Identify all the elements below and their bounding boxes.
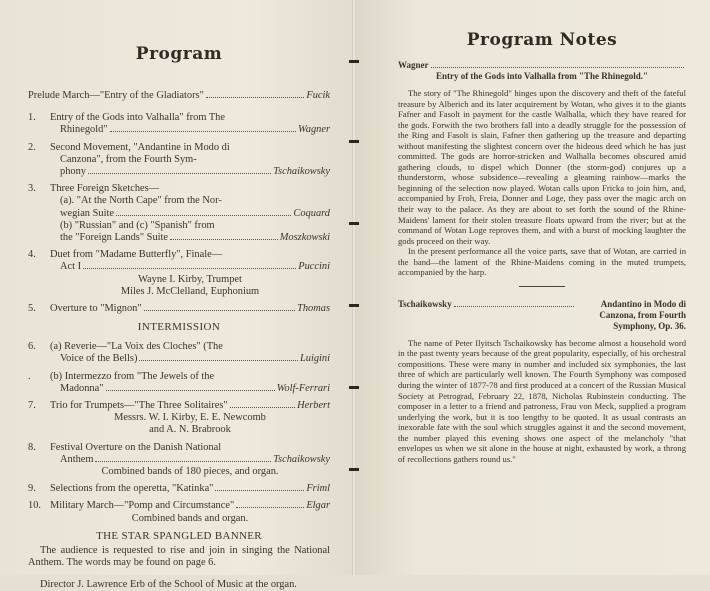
- item-number: .: [28, 370, 31, 382]
- item-title-line: Voice of the Bells): [60, 353, 138, 365]
- note1-composer-line: [398, 60, 686, 71]
- prelude-line: [28, 90, 330, 102]
- item-composer: Wolf-Ferrari: [276, 382, 330, 394]
- note1-work: Entry of the Gods into Valhalla from "The Rhinegold.": [435, 71, 649, 81]
- item-body: [50, 341, 330, 365]
- item-performers: and A. N. Brabrook: [149, 424, 231, 436]
- anthem-title: THE STAR SPANGLED BANNER: [96, 529, 262, 542]
- program-title: Program: [135, 44, 223, 64]
- item-title-line: phony: [60, 166, 86, 178]
- program-item: [28, 371, 330, 395]
- item-title-line: (a). "At the North Cape" from the Nor-: [60, 195, 222, 207]
- item-title-line: the "Foreign Lands" Suite: [60, 232, 169, 244]
- item-title-line: Madonna": [60, 382, 104, 394]
- item-title-line: (a) Reverie—"La Voix des Cloches" (The: [50, 341, 223, 353]
- item-body: [50, 500, 330, 524]
- item-title-line: Military March—"Pomp and Circumstance": [50, 500, 235, 512]
- program-item: [28, 500, 330, 524]
- director-note: Director J. Lawrence Erb of the School of Music at the organ.: [40, 578, 297, 590]
- item-composer: Thomas: [297, 303, 330, 315]
- anthem-text: The audience is requested to rise and join in singing the National Anthem. The words may be found on page 6.: [28, 545, 330, 569]
- item-title-line: Three Foreign Sketches—: [50, 183, 160, 195]
- note1-paragraph: In the present performance all the voice parts, save that of Wotan, are carried in the band—the lament of the Rhine-Maidens coming in the muted trumpets, accompanied by the harp.: [398, 246, 686, 278]
- item-performers: Messrs. W. I. Kirby, E. E. Newcomb: [114, 412, 266, 424]
- note2-paragraph: The name of Peter Ilyitsch Tschaikowsky has become almost a household word in the past twenty years because of the great popularity, especially, of his orchestral compositions. These were many in number and included six symphonies, the last three of which are particularly well known. The Fourth Symphony was composed during the winter of 1877-78 and first produced at a concert of the Russian Musical Society at Petrograd, February 22, 1878, Nicholas Rubinstein conducting. The composer in a letter to a friend and patroness, Frau von Meck, supplied a program underlying the work, but it is too lengthy to be quoted. It as usual contrasts an inexorable fate with the soul which struggles against it and the second movement, the number played this evening shows one aspect of the melancholy "that envelopes us when we sit alone in the house at night, exhausted by work, a throng of recollections gathers round us.": [398, 337, 686, 464]
- item-title-line: Rhinegold": [60, 124, 108, 136]
- item-performers: Wayne I. Kirby, Trumpet: [138, 273, 242, 285]
- item-body: [50, 142, 330, 179]
- item-title-line: (b) "Russian" and (c) "Spanish" from: [60, 219, 215, 231]
- binding-stitch: [349, 222, 359, 225]
- item-number: 8.: [28, 441, 36, 453]
- item-title-line: Canzona", from the Fourth Sym-: [60, 153, 197, 165]
- program-notes-page: [352, 0, 710, 575]
- item-number: 3.: [28, 183, 36, 195]
- item-body: [50, 112, 330, 136]
- item-number: 9.: [28, 483, 36, 495]
- item-number: 5.: [28, 303, 36, 315]
- item-title-line: Duet from "Madame Butterfly", Finale—: [50, 249, 223, 261]
- program-item: [28, 483, 330, 495]
- item-title-line: Entry of the Gods into Valhalla" from The: [50, 112, 225, 124]
- item-number: 2.: [28, 141, 36, 153]
- item-title-line: Act I: [60, 261, 82, 273]
- item-composer: Tschaikowsky: [273, 453, 330, 465]
- item-composer: Coquard: [293, 207, 330, 219]
- item-performers: Combined bands of 180 pieces, and organ.: [101, 466, 279, 478]
- item-composer: Wagner: [298, 124, 330, 136]
- item-number: 7.: [28, 400, 36, 412]
- prelude-label: Prelude March—"Entry of the Gladiators": [28, 90, 204, 101]
- item-performers: Miles J. McClelland, Euphonium: [120, 285, 260, 297]
- binding-stitch: [349, 468, 359, 471]
- note2-work: Andantino in Modo di Canzona, from Fourth Symphony, Op. 36.: [599, 298, 686, 331]
- item-composer: Elgar: [306, 500, 330, 512]
- section-divider: [519, 286, 565, 287]
- item-body: [50, 400, 330, 437]
- prelude-composer: Fucik: [306, 90, 330, 101]
- item-composer: Luigini: [299, 353, 330, 365]
- item-title-line: Selections from the operetta, "Katinka": [50, 483, 214, 495]
- item-performers: Combined bands and organ.: [131, 512, 249, 524]
- item-title-line: (b) Intermezzo from "The Jewels of the: [50, 370, 215, 382]
- note1-composer: Wagner: [398, 60, 429, 70]
- program-item: [28, 142, 330, 179]
- program-item: [28, 112, 330, 136]
- item-number: 10.: [28, 500, 41, 512]
- book-gutter: [352, 0, 356, 575]
- item-composer: Friml: [306, 483, 330, 495]
- item-composer: Moszkowski: [279, 232, 330, 244]
- item-composer: Puccini: [298, 261, 330, 273]
- program-page: [0, 0, 352, 590]
- item-title-line: Second Movement, "Andantine in Modo di: [50, 141, 230, 153]
- note2-composer-line: [398, 299, 686, 332]
- item-title-line: Festival Overture on the Danish National: [50, 441, 222, 453]
- item-composer: Tschaikowsky: [273, 166, 330, 178]
- item-title-line: Trio for Trumpets—"The Three Solitaires": [50, 400, 228, 412]
- program-item: [28, 183, 330, 244]
- item-title-line: Overture to "Mignon": [50, 303, 142, 315]
- note1-paragraph: The story of "The Rhinegold" hinges upon the discovery and theft of the fateful treasure by Alberich and its later acquirement by Wotan, who gives it to the giants Fafner and Fasolt in payment for the castle Walhalla, which they have reared for the gods. Forwith the two brothers fall into a deadly struggle for the possession of the Ring and Fasolt is slain, Fafner then gathering up the treasure and departing without manifesting the slightest concern over the hideous deed which he has just committed. The gods are horror-stricken and Walhalla becomes obscured amid gathering clouds, to dispel which Donner (the storm-god) conjures up a thunderstorm, whose subsidence—revealing a gleaming rainbow—marks the beginning of the selection now played. Wotan calls upon Fricka to join him, and, accompanied by Froh, Freia, Donner and Loge, they pass over the magic arch on their way to the palace. As they are about to set forth the sound of the Rhine-Maidens' lament for their stolen treasure floats upward from the river; but at the command of Wotan Loge reproves them, and with a burst of mocking laughter the gods proceed on their way.: [398, 88, 686, 246]
- item-composer: Herbert: [297, 400, 330, 412]
- item-body: [50, 303, 330, 315]
- item-number: 4.: [28, 249, 36, 261]
- program-item: [28, 400, 330, 437]
- item-number: 6.: [28, 341, 36, 353]
- binding-stitch: [349, 386, 359, 389]
- intermission-heading: INTERMISSION: [137, 321, 221, 334]
- item-body: [50, 249, 330, 298]
- item-body: [50, 183, 330, 244]
- note2-composer: Tschaikowsky: [398, 298, 452, 309]
- item-title-line: Anthem: [60, 453, 94, 465]
- program-item: [28, 341, 330, 365]
- program-items-part1: [28, 112, 330, 315]
- binding-stitch: [349, 140, 359, 143]
- binding-stitch: [349, 304, 359, 307]
- program-notes-title: Program Notes: [466, 30, 618, 50]
- item-title-line: wegian Suite: [60, 207, 114, 219]
- item-body: [50, 442, 330, 479]
- program-items-part2: [28, 341, 330, 525]
- item-body: [50, 371, 330, 395]
- binding-stitch: [349, 60, 359, 63]
- program-item: [28, 249, 330, 298]
- program-item: [28, 442, 330, 479]
- program-item: [28, 303, 330, 315]
- item-number: 1.: [28, 112, 36, 124]
- item-body: [50, 483, 330, 495]
